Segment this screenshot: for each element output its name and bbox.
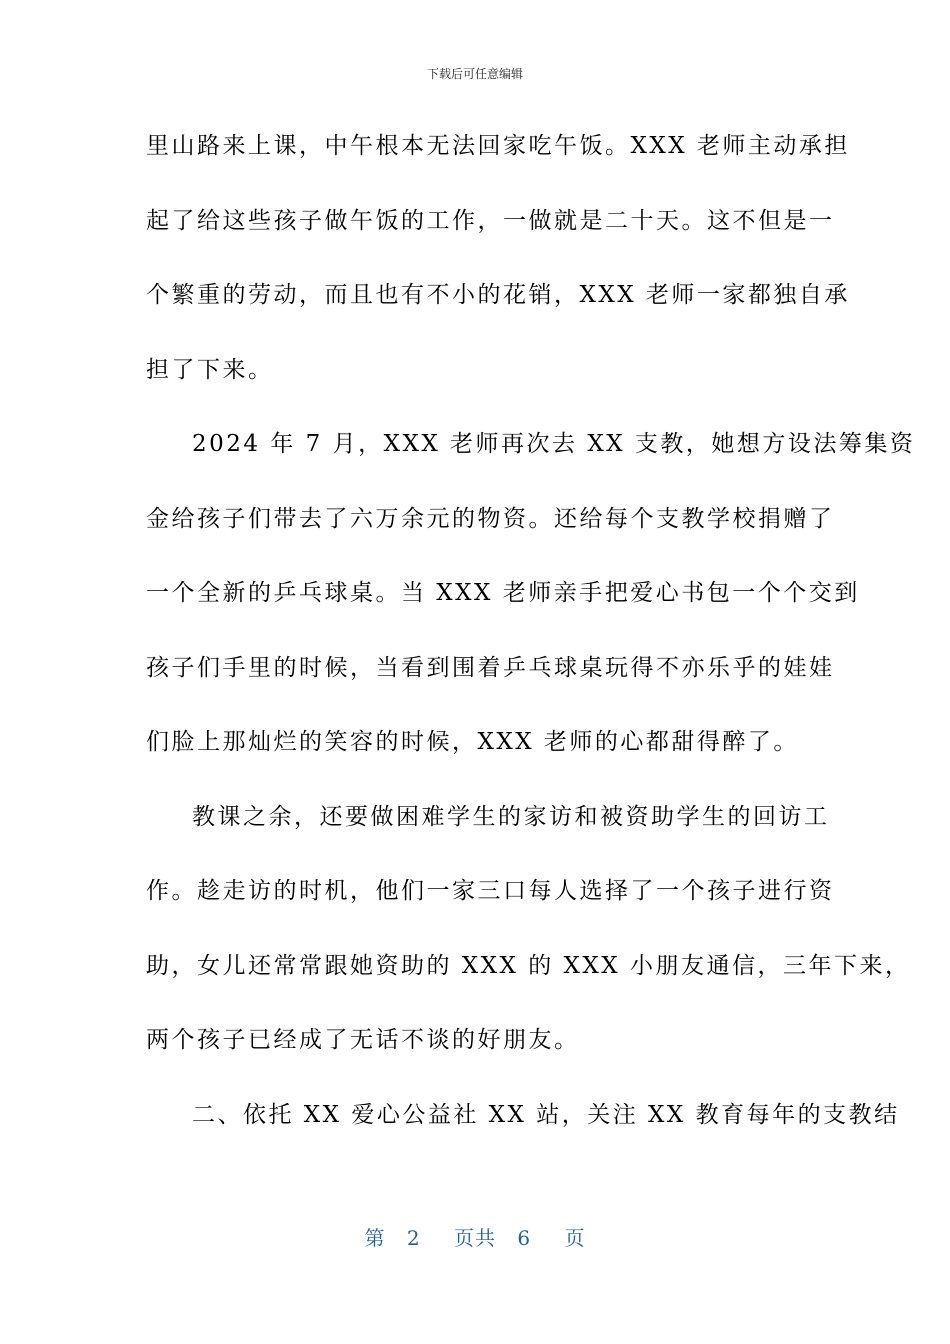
page-footer — [0, 1222, 950, 1254]
text-line: 们脸上那灿烂的笑容的时候，XXX 老师的心都甜得醉了。 — [146, 729, 799, 755]
paragraph-first-line: 教课之余，还要做困难学生的家访和被资助学生的回访工 — [192, 803, 830, 830]
text-line: 里山路来上课，中午根本无法回家吃午饭。XXX 老师主动承担 — [146, 133, 850, 159]
text-line: 助，女儿还常常跟她资助的 XXX 的 XXX 小朋友通信，三年下来， — [146, 952, 911, 979]
page-suffix: 页 — [564, 1226, 586, 1250]
page-label: 第 — [364, 1226, 386, 1250]
section-heading-line: 二、依托 XX 爱心公益社 XX 站，关注 XX 教育每年的支教结 — [192, 1101, 900, 1128]
text-line: 担了下来。 — [146, 356, 274, 383]
text-line: 一个全新的乒乓球桌。当 XXX 老师亲手把爱心书包一个个交到 — [146, 580, 860, 606]
total-page-number: 6 — [517, 1226, 532, 1250]
text-line: 起了给这些孩子做午饭的工作，一做就是二十天。这不但是一 — [146, 207, 835, 234]
text-line: 孩子们手里的时候，当看到围着乒乓球桌玩得不亦乐乎的娃娃 — [146, 654, 835, 681]
total-label: 页共 — [454, 1226, 496, 1250]
page-header: 下载后可任意编辑 — [426, 67, 523, 81]
text-line: 两个孩子已经成了无话不谈的好朋友。 — [146, 1027, 580, 1053]
text-line: 作。趁走访的时机，他们一家三口每人选择了一个孩子进行资 — [146, 878, 835, 904]
paragraph-first-line: 2024 年 7 月，XXX 老师再次去 XX 支教，她想方设法筹集资 — [192, 431, 916, 457]
text-line: 金给孩子们带去了六万余元的物资。还给每个支教学校捐赠了 — [146, 505, 835, 532]
document-body — [146, 118, 916, 1161]
current-page-number: 2 — [406, 1226, 421, 1250]
text-line: 个繁重的劳动，而且也有不小的花销，XXX 老师一家都独自承 — [146, 282, 850, 308]
